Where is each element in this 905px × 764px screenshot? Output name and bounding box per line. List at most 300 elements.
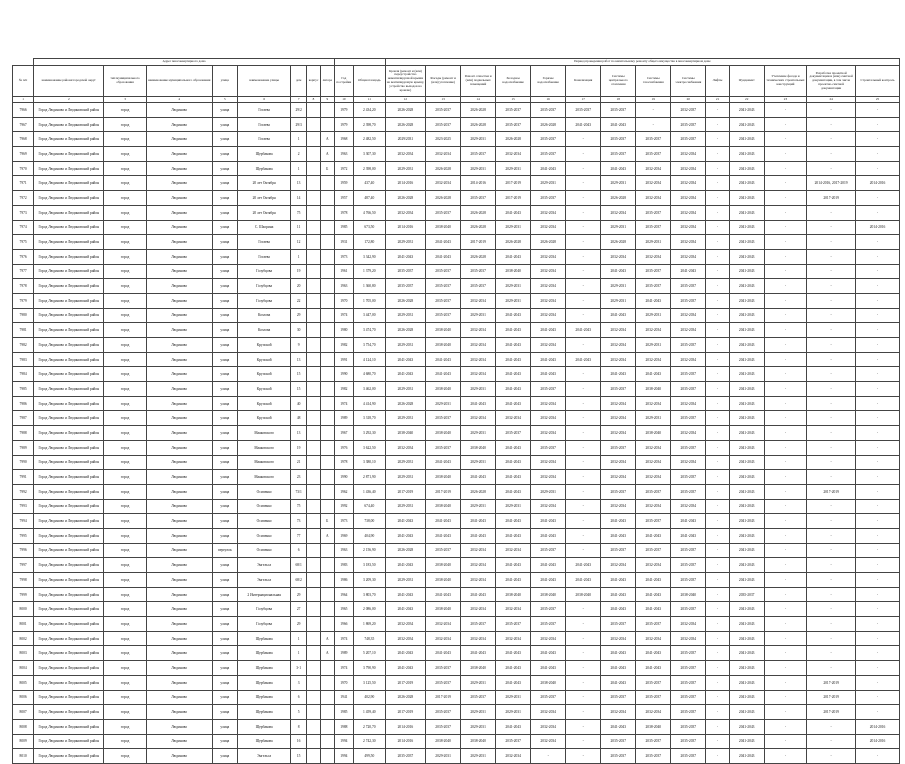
area-cell: 1 436,40 (353, 484, 385, 499)
lift-cell: - (706, 705, 729, 720)
construction-control-cell: - (856, 338, 900, 353)
column-number: 10 (334, 97, 353, 103)
gas-cell: 2035-2037 (636, 514, 671, 529)
street-type-cell: улица (212, 264, 237, 279)
street-name-cell: Крупской (238, 338, 291, 353)
district-cell: Город Людиново и Людиновский район (34, 352, 104, 367)
building-cell (307, 382, 321, 397)
foundation-cell: 2041-2043 (729, 661, 764, 676)
construction-control-cell: - (856, 528, 900, 543)
district-cell: Город Людиново и Людиновский район (34, 117, 104, 132)
insulation-cell: - (764, 558, 806, 573)
mo-type-cell: город (104, 719, 146, 734)
letter-cell (320, 279, 334, 294)
sewer-cell: - (566, 235, 601, 250)
facade-cell: 2035-2037 (426, 661, 461, 676)
lift-cell: - (706, 675, 729, 690)
street-name-cell: Козлова (238, 308, 291, 323)
foundation-cell: 2041-2043 (729, 352, 764, 367)
house-cell: 29/3 (291, 117, 307, 132)
mo-name-cell: Людиново (146, 176, 212, 191)
house-cell: 19 (291, 264, 307, 279)
design-docs-cell: - (807, 323, 856, 338)
mo-name-cell: Людиново (146, 161, 212, 176)
cold-water-cell: 2041-2043 (496, 661, 531, 676)
mo-name-cell: Людиново (146, 558, 212, 573)
cold-water-cell: 2041-2043 (496, 528, 531, 543)
roof-cell: 2026-2028 (385, 117, 425, 132)
cold-water-cell: 2041-2043 (496, 455, 531, 470)
year-cell: 1991 (334, 352, 353, 367)
sewer-cell: 2041-2043 (566, 573, 601, 588)
letter-cell (320, 690, 334, 705)
letter-cell (320, 734, 334, 749)
mo-type-cell: город (104, 602, 146, 617)
row-number: 7994 (13, 514, 34, 529)
sewer-cell: - (566, 470, 601, 485)
facade-cell: 2038-2040 (426, 220, 461, 235)
street-type-cell: улица (212, 631, 237, 646)
street-type-cell: улица (212, 587, 237, 602)
building-cell (307, 264, 321, 279)
cold-water-cell: 2041-2043 (496, 396, 531, 411)
insulation-cell: - (764, 573, 806, 588)
letter-cell (320, 661, 334, 676)
year-cell: 1974 (334, 396, 353, 411)
row-number: 7997 (13, 558, 34, 573)
heating-cell: 2035-2037 (601, 543, 636, 558)
hot-water-cell: 2032-2034 (531, 455, 566, 470)
design-docs-cell: - (807, 558, 856, 573)
row-number: 7982 (13, 338, 34, 353)
sewer-cell: - (566, 617, 601, 632)
hot-water-cell: 2026-2028 (531, 117, 566, 132)
lift-cell: - (706, 602, 729, 617)
column-header: тип муниципального образования (104, 66, 146, 97)
street-type-cell: улица (212, 176, 237, 191)
table-row (13, 543, 900, 558)
area-cell: 1 360,80 (353, 279, 385, 294)
insulation-cell: - (764, 279, 806, 294)
column-number: 22 (729, 97, 764, 103)
row-number: 7971 (13, 176, 34, 191)
heating-cell: 2041-2043 (601, 573, 636, 588)
insulation-cell: - (764, 117, 806, 132)
roof-cell: 2041-2043 (385, 646, 425, 661)
construction-control-cell: - (856, 661, 900, 676)
hot-water-cell: 2029-2031 (531, 176, 566, 191)
column-header: корпус (307, 66, 321, 97)
district-cell: Город Людиново и Людиновский район (34, 411, 104, 426)
street-type-cell: улица (212, 132, 237, 147)
insulation-cell: - (764, 543, 806, 558)
street-name-cell: Крупской (238, 411, 291, 426)
roof-cell: 2032-2034 (385, 147, 425, 162)
mo-name-cell: Людиново (146, 147, 212, 162)
sewer-cell: - (566, 499, 601, 514)
heating-cell: 2032-2034 (601, 249, 636, 264)
foundation-cell: 2041-2043 (729, 484, 764, 499)
district-cell: Город Людиново и Людиновский район (34, 279, 104, 294)
design-docs-cell: - (807, 734, 856, 749)
cold-water-cell: 2038-2040 (496, 587, 531, 602)
gas-cell: 2029-2031 (636, 235, 671, 250)
construction-control-cell: 2014-2016 (856, 176, 900, 191)
street-name-cell: Энгельса (238, 573, 291, 588)
building-cell (307, 514, 321, 529)
design-docs-cell: - (807, 235, 856, 250)
table-row (13, 573, 900, 588)
table-row (13, 426, 900, 441)
hot-water-cell: 2041-2043 (531, 323, 566, 338)
row-number: 7985 (13, 382, 34, 397)
mo-name-cell: Людиново (146, 646, 212, 661)
building-cell (307, 117, 321, 132)
table-row (13, 528, 900, 543)
insulation-cell: - (764, 440, 806, 455)
year-cell: 1968 (334, 132, 353, 147)
year-cell: 1983 (334, 558, 353, 573)
letter-cell (320, 411, 334, 426)
group-header-address: Адрес многоквартирного дома (34, 59, 335, 66)
foundation-cell: 2041-2043 (729, 426, 764, 441)
heating-cell: 2041-2043 (601, 161, 636, 176)
lift-cell: - (706, 323, 729, 338)
house-cell: 1 (291, 132, 307, 147)
foundation-cell: 2041-2043 (729, 161, 764, 176)
street-type-cell: улица (212, 205, 237, 220)
roof-cell: 2029-2031 (385, 411, 425, 426)
year-cell: 1994 (334, 749, 353, 764)
roof-cell: 2032-2034 (385, 617, 425, 632)
year-cell: 1970 (334, 293, 353, 308)
table-row (13, 161, 900, 176)
mo-type-cell: город (104, 690, 146, 705)
facade-cell: 2035-2037 (426, 264, 461, 279)
column-number: 11 (353, 97, 385, 103)
table-row (13, 132, 900, 147)
area-cell: 2 482,50 (353, 132, 385, 147)
year-cell: 1967 (334, 426, 353, 441)
lift-cell: - (706, 514, 729, 529)
heating-cell: 2041-2043 (601, 587, 636, 602)
area-cell: 172,80 (353, 235, 385, 250)
building-cell (307, 587, 321, 602)
lift-cell: - (706, 264, 729, 279)
letter-cell (320, 293, 334, 308)
area-cell: 3 803,70 (353, 587, 385, 602)
letter-cell (320, 470, 334, 485)
letter-cell (320, 103, 334, 118)
street-name-cell: Щербакова (238, 661, 291, 676)
roof-cell: 2026-2028 (385, 103, 425, 118)
foundation-cell: 2041-2043 (729, 705, 764, 720)
table-row (13, 176, 900, 191)
street-type-cell: улица (212, 734, 237, 749)
mo-name-cell: Людиново (146, 293, 212, 308)
building-cell (307, 176, 321, 191)
column-header: Системы электроснабжения (671, 66, 706, 97)
street-name-cell: Осипенко (238, 514, 291, 529)
facade-cell: 2032-2034 (426, 617, 461, 632)
letter-cell (320, 249, 334, 264)
electric-cell: 2035-2037 (671, 484, 706, 499)
letter-cell (320, 264, 334, 279)
roof-cell: 2017-2019 (385, 705, 425, 720)
mo-type-cell: город (104, 646, 146, 661)
year-cell: 1959 (334, 176, 353, 191)
electric-cell: 2035-2037 (671, 279, 706, 294)
cold-water-cell: 2041-2043 (496, 484, 531, 499)
construction-control-cell: - (856, 205, 900, 220)
foundation-cell: 2041-2043 (729, 191, 764, 206)
basement-cell: 2032-2034 (461, 558, 496, 573)
hot-water-cell: - (531, 749, 566, 764)
table-row (13, 440, 900, 455)
hot-water-cell: 2035-2037 (531, 147, 566, 162)
sewer-cell: - (566, 367, 601, 382)
roof-cell: 2029-2031 (385, 235, 425, 250)
mo-type-cell: город (104, 191, 146, 206)
year-cell: 1989 (334, 411, 353, 426)
row-number: 7967 (13, 117, 34, 132)
street-type-cell: улица (212, 690, 237, 705)
mo-name-cell: Людиново (146, 323, 212, 338)
street-type-cell: улица (212, 749, 237, 764)
mo-name-cell: Людиново (146, 705, 212, 720)
building-cell (307, 249, 321, 264)
row-number: 8008 (13, 719, 34, 734)
street-type-cell: улица (212, 573, 237, 588)
roof-cell: 2026-2028 (385, 323, 425, 338)
lift-cell: - (706, 734, 729, 749)
letter-cell (320, 176, 334, 191)
foundation-cell: 2041-2043 (729, 323, 764, 338)
electric-cell: 2035-2037 (671, 132, 706, 147)
facade-cell: 2032-2034 (426, 631, 461, 646)
lift-cell: - (706, 132, 729, 147)
facade-cell: 2038-2040 (426, 323, 461, 338)
gas-cell: 2032-2034 (636, 631, 671, 646)
building-cell (307, 499, 321, 514)
roof-cell: 2014-2016 (385, 719, 425, 734)
street-type-cell: улица (212, 411, 237, 426)
letter-cell: Б (320, 161, 334, 176)
heating-cell: 2032-2034 (601, 205, 636, 220)
district-cell: Город Людиново и Людиновский район (34, 602, 104, 617)
mo-type-cell: город (104, 396, 146, 411)
row-number: 7999 (13, 587, 34, 602)
district-cell: Город Людиново и Людиновский район (34, 661, 104, 676)
street-name-cell: 20 лет Октября (238, 205, 291, 220)
hot-water-cell: 2038-2040 (531, 587, 566, 602)
mo-name-cell: Людиново (146, 338, 212, 353)
district-cell: Город Людиново и Людиновский район (34, 719, 104, 734)
building-cell (307, 103, 321, 118)
area-cell: 2 398,00 (353, 161, 385, 176)
construction-control-cell: - (856, 499, 900, 514)
area-cell: 4 766,50 (353, 205, 385, 220)
heating-cell: 2041-2043 (601, 528, 636, 543)
cold-water-cell: 2041-2043 (496, 382, 531, 397)
cold-water-cell: 2029-2031 (496, 279, 531, 294)
year-cell: 1985 (334, 220, 353, 235)
street-type-cell: улица (212, 705, 237, 720)
lift-cell: - (706, 455, 729, 470)
facade-cell: 2041-2043 (426, 352, 461, 367)
mo-type-cell: город (104, 205, 146, 220)
insulation-cell: - (764, 587, 806, 602)
year-cell: 1963 (334, 279, 353, 294)
column-number: 15 (496, 97, 531, 103)
construction-control-cell: - (856, 132, 900, 147)
table-row (13, 249, 900, 264)
heating-cell: 2035-2037 (601, 382, 636, 397)
row-number: 7978 (13, 279, 34, 294)
house-cell: 12 (291, 235, 307, 250)
column-number: 13 (426, 97, 461, 103)
district-cell: Город Людиново и Людиновский район (34, 264, 104, 279)
mo-type-cell: город (104, 220, 146, 235)
street-type-cell: улица (212, 323, 237, 338)
foundation-cell: 2041-2043 (729, 382, 764, 397)
heating-cell: 2035-2037 (601, 440, 636, 455)
letter-cell (320, 675, 334, 690)
table-row (13, 103, 900, 118)
year-cell: 1986 (334, 573, 353, 588)
building-cell (307, 440, 321, 455)
house-cell: 1 (291, 646, 307, 661)
district-cell: Город Людиново и Людиновский район (34, 367, 104, 382)
sewer-cell: - (566, 514, 601, 529)
column-header: Разработка проектной документации и (или) сметной документации, в том числе проектно-сметной документации (807, 66, 856, 97)
heating-cell: 2026-2028 (601, 235, 636, 250)
design-docs-cell: - (807, 249, 856, 264)
lift-cell: - (706, 661, 729, 676)
column-number: 5 (212, 97, 237, 103)
lift-cell: - (706, 646, 729, 661)
street-name-cell: Голубцова (238, 264, 291, 279)
letter-cell (320, 235, 334, 250)
table-row (13, 646, 900, 661)
hot-water-cell: 2035-2037 (531, 602, 566, 617)
basement-cell: 2032-2034 (461, 411, 496, 426)
table-row (13, 352, 900, 367)
heating-cell: 2026-2028 (601, 191, 636, 206)
district-cell: Город Людиново и Людиновский район (34, 220, 104, 235)
row-number: 7968 (13, 132, 34, 147)
mo-name-cell: Людиново (146, 602, 212, 617)
electric-cell: 2035-2037 (671, 646, 706, 661)
street-type-cell: улица (212, 455, 237, 470)
hot-water-cell: 2041-2043 (531, 646, 566, 661)
column-header: Горячее водоснабжение (531, 66, 566, 97)
cold-water-cell: 2029-2031 (496, 690, 531, 705)
building-cell (307, 161, 321, 176)
electric-cell: 2035-2037 (671, 690, 706, 705)
hot-water-cell: 2032-2034 (531, 734, 566, 749)
street-name-cell: Голубцова (238, 293, 291, 308)
hot-water-cell: 2032-2034 (531, 308, 566, 323)
mo-name-cell: Людиново (146, 132, 212, 147)
sewer-cell: - (566, 411, 601, 426)
gas-cell: 2035-2037 (636, 205, 671, 220)
electric-cell: 2035-2037 (671, 293, 706, 308)
mo-type-cell: город (104, 528, 146, 543)
row-number: 8007 (13, 705, 34, 720)
row-number: 7974 (13, 220, 34, 235)
foundation-cell: 2041-2043 (729, 646, 764, 661)
mo-type-cell: город (104, 514, 146, 529)
basement-cell: 2041-2043 (461, 470, 496, 485)
street-name-cell: Щербакова (238, 705, 291, 720)
row-number: 7987 (13, 411, 34, 426)
district-cell: Город Людиново и Людиновский район (34, 132, 104, 147)
area-cell: 3 622,50 (353, 440, 385, 455)
table-row (13, 749, 900, 764)
construction-control-cell: - (856, 147, 900, 162)
district-cell: Город Людиново и Людиновский район (34, 161, 104, 176)
letter-cell (320, 382, 334, 397)
electric-cell: 2032-2034 (671, 220, 706, 235)
roof-cell: 2029-2031 (385, 161, 425, 176)
street-name-cell: Гогаева (238, 117, 291, 132)
gas-cell: 2032-2034 (636, 470, 671, 485)
insulation-cell: - (764, 308, 806, 323)
row-number: 7998 (13, 573, 34, 588)
electric-cell: 2035-2037 (671, 543, 706, 558)
construction-control-cell: - (856, 411, 900, 426)
roof-cell: 2026-2028 (385, 293, 425, 308)
sewer-cell: 2041-2043 (566, 558, 601, 573)
insulation-cell: - (764, 484, 806, 499)
house-cell: 8 (291, 719, 307, 734)
table-body (13, 103, 900, 764)
electric-cell: 2035-2037 (671, 117, 706, 132)
lift-cell: - (706, 396, 729, 411)
cold-water-cell: 2029-2031 (496, 705, 531, 720)
insulation-cell: - (764, 132, 806, 147)
mo-type-cell: город (104, 323, 146, 338)
cold-water-cell: 2041-2043 (496, 514, 531, 529)
electric-cell: 2032-2034 (671, 455, 706, 470)
mo-type-cell: город (104, 352, 146, 367)
roof-cell: 2026-2028 (385, 690, 425, 705)
design-docs-cell: - (807, 587, 856, 602)
row-number: 7975 (13, 235, 34, 250)
gas-cell: 2035-2037 (636, 132, 671, 147)
house-cell: 75 (291, 499, 307, 514)
design-docs-cell: - (807, 749, 856, 764)
letter-cell (320, 117, 334, 132)
roof-cell: 2041-2043 (385, 352, 425, 367)
district-cell: Город Людиново и Людиновский район (34, 147, 104, 162)
gas-cell: 2035-2037 (636, 147, 671, 162)
mo-name-cell: Людиново (146, 749, 212, 764)
street-name-cell: Щербакова (238, 147, 291, 162)
foundation-cell: 2041-2043 (729, 279, 764, 294)
lift-cell: - (706, 440, 729, 455)
hot-water-cell: 2035-2037 (531, 191, 566, 206)
sewer-cell: - (566, 631, 601, 646)
gas-cell: 2035-2037 (636, 690, 671, 705)
column-header: Канализация (566, 66, 601, 97)
design-docs-cell: - (807, 499, 856, 514)
hot-water-cell: 2032-2034 (531, 705, 566, 720)
basement-cell: 2026-2028 (461, 205, 496, 220)
table-row (13, 499, 900, 514)
electric-cell: 2035-2037 (671, 382, 706, 397)
